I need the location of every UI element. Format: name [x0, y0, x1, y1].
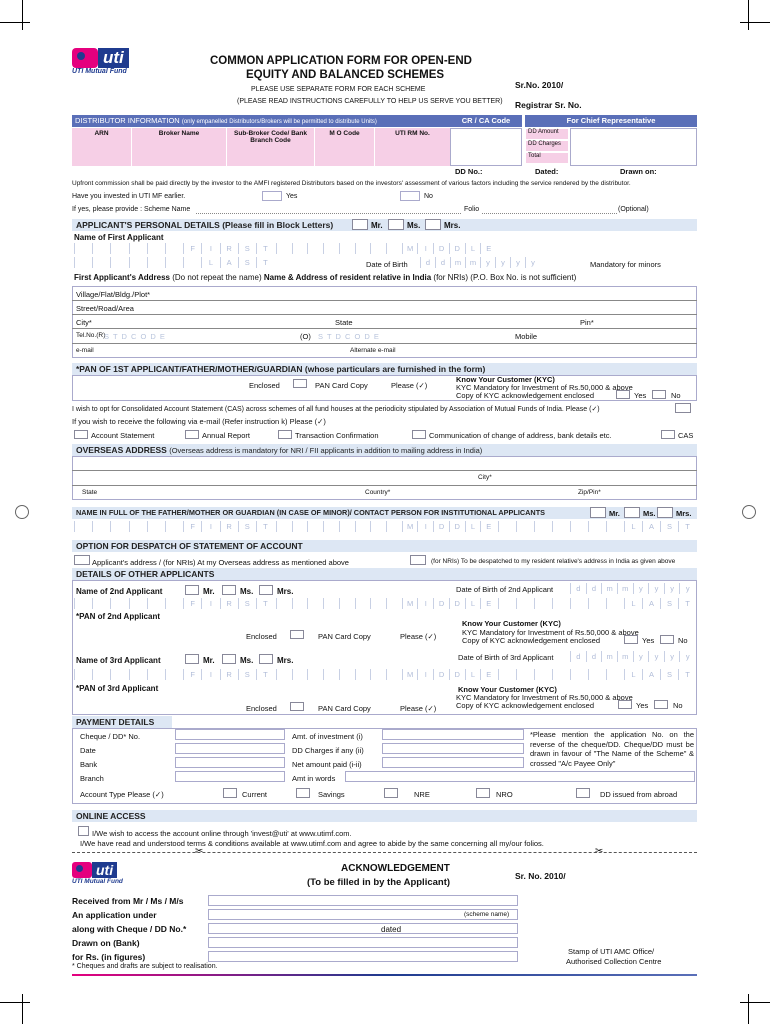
scheme-name-label: If yes, please provide : Scheme Name: [72, 206, 191, 213]
bank-label: Bank: [80, 760, 98, 769]
bottom-rule: [72, 974, 697, 976]
pan1-title: *PAN OF 1ST APPLICANT/FATHER/MOTHER/GUARDIAN (whose particulars are furnished in the form): [76, 364, 486, 374]
pan1-enclosed-box[interactable]: [293, 379, 307, 388]
guardian-last-cells[interactable]: L A S T: [498, 521, 696, 532]
mrs-box[interactable]: [425, 219, 441, 230]
kyc3-yes-box[interactable]: [618, 700, 632, 709]
email-receive-text: If you wish to receive the following via e-mail (Refer instruction k) Please (✓): [72, 417, 326, 426]
second-last-cells[interactable]: L A S T: [498, 598, 696, 609]
folio-label: Folio: [464, 206, 480, 213]
dob-label: Date of Birth: [366, 260, 408, 269]
third-applicant-name-label: Name of 3rd Applicant: [76, 656, 161, 665]
online-line-2: I/We have read and understood terms & conditions available at www.utimf.com and agree to abide by the same concerning all my/our folios.: [80, 839, 544, 848]
ack-stamp-2: Authorised Collection Centre: [566, 957, 662, 966]
chief-rep-field[interactable]: [570, 128, 697, 166]
dd-charges-pay-label: DD Charges if any (ii): [292, 746, 364, 755]
despatch-title: OPTION FOR DESPATCH OF STATEMENT OF ACCOUNT: [76, 541, 303, 551]
second-mr: Mr.: [203, 587, 215, 596]
invested-no-box[interactable]: [400, 191, 420, 201]
ack-stamp-1: Stamp of UTI AMC Office/: [568, 947, 655, 956]
dd-charges-field[interactable]: [382, 743, 524, 754]
kyc2-no-box[interactable]: [660, 635, 674, 644]
nre-box[interactable]: [384, 788, 398, 798]
mobile-label: Mobile: [515, 332, 538, 341]
sr-no: Sr.No. 2010/: [515, 80, 564, 90]
ack-title: ACKNOWLEDGEMENT: [341, 863, 450, 874]
read-instructions-note: (PLEASE READ INSTRUCTIONS CAREFULLY TO HELP US SERVE YOU BETTER): [237, 98, 503, 105]
current-box[interactable]: [223, 788, 237, 798]
pin-label: Pin*: [580, 318, 594, 327]
second-mrs: Mrs.: [277, 587, 294, 596]
ack-dated-label: dated: [381, 925, 402, 934]
guardian-ms: Ms.: [643, 509, 656, 518]
overseas-country: Country*: [365, 489, 391, 496]
second-ms: Ms.: [240, 587, 254, 596]
mandatory-minors-label: Mandatory for minors: [590, 260, 661, 269]
distributor-table: [72, 128, 450, 166]
last-name-cells[interactable]: L A S T: [74, 257, 274, 268]
second-applicant-name-label: Name of 2nd Applicant: [76, 587, 163, 596]
form-title-1: COMMON APPLICATION FORM FOR OPEN-END: [210, 55, 472, 67]
email-cas-box[interactable]: [661, 430, 675, 439]
ack-scheme-label: (scheme name): [464, 911, 510, 918]
logo-mark: [72, 48, 98, 68]
tel-label: Tel.No.(R): [76, 332, 106, 339]
uti-logo: [72, 48, 129, 75]
second-pan-label: *PAN of 2nd Applicant: [76, 612, 160, 621]
ack-logo-brand: uti: [92, 862, 117, 878]
chief-rep-header: For Chief Representative: [525, 115, 697, 127]
third-first-cells[interactable]: F I R S T: [74, 669, 274, 680]
other-applicants-title: DETAILS OF OTHER APPLICANTS: [76, 569, 215, 579]
third-dob-label: Date of Birth of 3rd Applicant: [458, 653, 554, 662]
other-applicants-header: [72, 568, 697, 580]
ack-rs-label: for Rs. (in figures): [72, 952, 146, 962]
logo-brand: uti: [98, 48, 129, 68]
online-checkbox[interactable]: [78, 826, 89, 836]
email-label: e-mail: [76, 347, 94, 354]
kyc1-title: Know Your Customer (KYC): [456, 375, 555, 384]
ack-received-field[interactable]: [208, 895, 518, 906]
third-mrs-box[interactable]: [259, 654, 273, 664]
kyc3-no-box[interactable]: [654, 700, 668, 709]
kyc3-copy: Copy of KYC acknowledgement enclosed: [456, 701, 594, 710]
third-mrs: Mrs.: [277, 656, 294, 665]
amt-inv-field[interactable]: [382, 729, 524, 740]
second-pan-enclosed: Enclosed: [246, 632, 277, 641]
branch-label: Branch: [80, 774, 104, 783]
col-uti-rm: UTI RM No.: [395, 130, 430, 137]
third-pan-please: Please (✓): [400, 704, 437, 713]
kyc2-mandatory: KYC Mandatory for Investment of Rs.50,000 & above: [462, 628, 639, 637]
ack-rs-field[interactable]: [208, 951, 518, 962]
branch-field[interactable]: [175, 771, 285, 782]
second-dob-label: Date of Birth of 2nd Applicant: [456, 585, 554, 594]
invested-yes-label: Yes: [286, 193, 298, 200]
cheque-label: Cheque / DD* No.: [80, 732, 141, 741]
kyc1-mandatory: KYC Mandatory for Investment of Rs.50,000 & above: [456, 383, 633, 392]
pan1-enclosed: Enclosed: [249, 381, 280, 390]
dd-amount-label: DD Amount: [526, 129, 568, 139]
online-header: [72, 810, 697, 822]
second-pan-card-copy: PAN Card Copy: [318, 632, 371, 641]
kyc2-title: Know Your Customer (KYC): [462, 619, 561, 628]
distributor-note: (only empanelled Distributors/Brokers will be permitted to distribute Units): [181, 119, 377, 125]
date-label: Date: [80, 746, 96, 755]
kyc1-copy: Copy of KYC acknowledgement enclosed: [456, 391, 594, 400]
applicant-details-header: [72, 219, 697, 231]
despatch-opt1-box[interactable]: [74, 555, 90, 565]
form-title-2: EQUITY AND BALANCED SCHEMES: [246, 69, 445, 81]
second-first-cells[interactable]: F I R S T: [74, 598, 274, 609]
ms-box[interactable]: [388, 219, 404, 230]
village-label: Village/Flat/Bldg./Plot*: [76, 290, 151, 299]
kyc3-mandatory: KYC Mandatory for Investment of Rs.50,000 & above: [456, 693, 633, 702]
scissor-icon-right: ✂: [595, 846, 604, 857]
overseas-header: [72, 444, 697, 456]
second-pan-enclosed-box[interactable]: [290, 630, 304, 639]
third-last-cells[interactable]: L A S T: [498, 669, 696, 680]
date-field[interactable]: [175, 743, 285, 754]
kyc3-yes: Yes: [636, 701, 649, 710]
kyc1-no-box[interactable]: [652, 390, 666, 399]
std-code-1[interactable]: S T D C O D E: [104, 332, 166, 341]
dd-charges-label: DD Charges: [526, 141, 568, 151]
applicant-details-title: APPLICANT'S PERSONAL DETAILS (Please fill in Block Letters): [76, 220, 334, 230]
third-dob-cells[interactable]: d d m m y y y y: [570, 651, 695, 662]
separate-form-note: PLEASE USE SEPARATE FORM FOR EACH SCHEME: [251, 86, 426, 93]
payment-title: PAYMENT DETAILS: [76, 717, 155, 727]
second-pan-please: Please (✓): [400, 632, 437, 641]
ack-logo-sub: UTI Mutual Fund: [72, 878, 123, 885]
third-pan-card-copy: PAN Card Copy: [318, 704, 371, 713]
distributor-title: DISTRIBUTOR INFORMATION: [75, 116, 180, 125]
account-type-label: Account Type Please (✓): [80, 790, 164, 799]
middle-name-cells[interactable]: M I D D L E: [276, 243, 496, 254]
dd-abroad-box[interactable]: [576, 788, 590, 798]
ack-srno: Sr. No. 2010/: [515, 871, 566, 881]
guardian-title: NAME IN FULL OF THE FATHER/MOTHER OR GUARDIAN (IN CASE OF MINOR)/ CONTACT PERSON FOR INSTITUTIONAL APPLICANTS: [76, 508, 546, 517]
dated-label: Dated:: [535, 167, 559, 176]
ack-cheque-label: along with Cheque / DD No.*: [72, 924, 187, 934]
nro-box[interactable]: [476, 788, 490, 798]
current-label: Current: [242, 790, 268, 799]
kyc1-yes: Yes: [634, 391, 647, 400]
overseas-state: State: [82, 489, 98, 496]
savings-label: Savings: [318, 790, 345, 799]
kyc3-no: No: [673, 701, 683, 710]
first-name-cells[interactable]: F I R S T: [74, 243, 274, 254]
third-middle-cells[interactable]: M I D D L E: [276, 669, 496, 680]
net-amount-field[interactable]: [382, 757, 524, 768]
mr-box[interactable]: [352, 219, 368, 230]
email-account-statement-box[interactable]: [74, 430, 88, 439]
net-amount-label: Net amount paid (i-ii): [292, 760, 362, 769]
despatch-opt2: (for NRIs) To be despatched to my resident relative's address in India as given above: [431, 558, 676, 565]
ack-logo: [72, 862, 123, 885]
ack-cheque-field[interactable]: [208, 923, 518, 934]
nro-label: NRO: [496, 790, 513, 799]
address-title: First Applicant's Address: [74, 273, 170, 282]
payment-header: [72, 716, 172, 728]
email-annual-report: Annual Report: [202, 431, 250, 440]
ack-logo-mark: [72, 862, 92, 878]
mrs-label: Mrs.: [444, 221, 461, 230]
pan1-please: Please (✓): [391, 381, 428, 390]
kyc2-copy: Copy of KYC acknowledgement enclosed: [462, 636, 600, 645]
third-mr-box[interactable]: [185, 654, 199, 664]
city-label: City*: [76, 318, 92, 327]
despatch-opt2-box[interactable]: [410, 555, 426, 565]
drawn-on-label: Drawn on:: [620, 167, 657, 176]
third-ms-box[interactable]: [222, 654, 236, 664]
third-ms: Ms.: [240, 656, 254, 665]
col-sub-broker: Sub-Broker Code/ Bank Branch Code: [227, 128, 315, 166]
bank-field[interactable]: [175, 757, 285, 768]
ack-drawn-field[interactable]: [208, 937, 518, 948]
second-ms-box[interactable]: [222, 585, 236, 595]
despatch-opt1: Applicant's address / (for NRIs) At my Overseas address as mentioned above: [92, 558, 349, 567]
col-mo-code: M O Code: [315, 128, 375, 166]
street-label: Street/Road/Area: [76, 304, 134, 313]
cr-ca-header: CR / CA Code: [450, 115, 522, 127]
col-arn: ARN: [72, 128, 132, 166]
overseas-city: City*: [478, 474, 492, 481]
online-line-1: I/We wish to access the account online through 'invest@uti' at www.utimf.com.: [92, 829, 352, 838]
address-heading: [74, 273, 576, 282]
email-annual-report-box[interactable]: [185, 430, 199, 439]
guardian-mr-box[interactable]: [590, 507, 606, 518]
second-mr-box[interactable]: [185, 585, 199, 595]
amt-words-label: Amt in words: [292, 774, 336, 783]
third-pan-enclosed: Enclosed: [246, 704, 277, 713]
third-pan-enclosed-box[interactable]: [290, 702, 304, 711]
pan1-card-copy: PAN Card Copy: [315, 381, 368, 390]
kyc1-yes-box[interactable]: [616, 390, 630, 399]
guardian-mrs-box[interactable]: [657, 507, 673, 518]
dd-no-label: DD No.:: [455, 167, 483, 176]
office-label: (O): [300, 332, 311, 341]
address-title-2: Name & Address of resident relative in India: [263, 273, 432, 282]
email-communication: Communication of change of address, bank details etc.: [429, 431, 612, 440]
cas-option-box[interactable]: [675, 403, 691, 413]
second-dob-cells[interactable]: d d m m y y y y: [570, 583, 695, 594]
payment-note: *Please mention the application No. on the reverse of the cheque/DD. Cheque/DD must be drawn in favour of "The Name of the Scheme" & crossed "A/c Payee Only": [530, 730, 694, 768]
ms-label: Ms.: [407, 221, 421, 230]
amt-words-field[interactable]: [345, 771, 695, 782]
std-code-2[interactable]: S T D C O D E: [318, 332, 380, 341]
guardian-middle-cells[interactable]: M I D D L E: [276, 521, 496, 532]
total-label: Total: [526, 153, 568, 163]
ack-received-label: Received from Mr / Ms / M/s: [72, 896, 184, 906]
pan1-header: [72, 363, 697, 375]
cheque-field[interactable]: [175, 729, 285, 740]
guardian-first-cells[interactable]: F I R S T: [74, 521, 274, 532]
amt-inv-label: Amt. of investment (i): [292, 732, 363, 741]
email-communication-box[interactable]: [412, 430, 426, 439]
mr-label: Mr.: [371, 221, 383, 230]
guardian-mr: Mr.: [609, 509, 620, 518]
second-middle-cells[interactable]: M I D D L E: [276, 598, 496, 609]
cr-ca-code-field[interactable]: [450, 128, 522, 166]
guardian-mrs: Mrs.: [676, 509, 692, 518]
nre-label: NRE: [414, 790, 430, 799]
invested-yes-box[interactable]: [262, 191, 282, 201]
despatch-header: [72, 540, 697, 552]
dd-abroad-label: DD issued from abroad: [600, 790, 678, 799]
upfront-commission-text: Upfront commission shall be paid directly by the investor to the AMFI registered Distributors based on the investors' assessment of various factors including the service rendered by the distributor.: [72, 180, 631, 187]
overseas-note: (Overseas address is mandatory for NRI / FII applicants in addition to mailing address in India): [169, 446, 483, 455]
ack-subtitle: (To be filled in by the Applicant): [307, 877, 451, 888]
first-applicant-name-label: Name of First Applicant: [74, 233, 164, 242]
kyc2-yes-box[interactable]: [624, 635, 638, 644]
alt-email-label: Alternate e-mail: [350, 347, 396, 354]
address-note-1: (Do not repeat the name): [172, 273, 262, 282]
invested-no-label: No: [424, 193, 433, 200]
email-transaction: Transaction Confirmation: [295, 431, 379, 440]
kyc2-no: No: [678, 636, 688, 645]
kyc1-no: No: [671, 391, 681, 400]
overseas-title: OVERSEAS ADDRESS: [76, 445, 167, 455]
registrar-sr-no: Registrar Sr. No.: [515, 100, 582, 110]
guardian-ms-box[interactable]: [624, 507, 640, 518]
online-title: ONLINE ACCESS: [76, 811, 146, 821]
optional-label: (Optional): [618, 206, 649, 213]
ack-drawn-label: Drawn on (Bank): [72, 938, 140, 948]
kyc3-title: Know Your Customer (KYC): [458, 685, 557, 694]
email-cas: CAS: [678, 431, 694, 440]
col-broker-name: Broker Name: [132, 128, 227, 166]
overseas-zip: Zip/Pin*: [578, 489, 601, 496]
cas-option-text: I wish to opt for Consolidated Account Statement (CAS) across schemes of all fund houses at the periodicity stipulated by Association of Mutual Funds of India. Please (✓): [72, 406, 600, 413]
kyc2-yes: Yes: [642, 636, 655, 645]
state-label: State: [335, 318, 353, 327]
third-pan-label: *PAN of 3rd Applicant: [76, 684, 159, 693]
email-account-statement: Account Statement: [91, 431, 155, 440]
invested-earlier-question: Have you invested in UTI MF earlier.: [72, 193, 186, 200]
savings-box[interactable]: [296, 788, 310, 798]
scissor-icon-left: ✂: [195, 846, 204, 857]
email-transaction-box[interactable]: [278, 430, 292, 439]
distributor-header: [72, 115, 450, 127]
second-mrs-box[interactable]: [259, 585, 273, 595]
logo-sub: UTI Mutual Fund: [72, 68, 127, 75]
ack-app-under-label: An application under: [72, 910, 157, 920]
dob-cells[interactable]: d d m m y y y y: [420, 257, 540, 268]
address-note-2: (for NRIs) (P.O. Box No. is not sufficient): [433, 273, 577, 282]
ack-footnote: * Cheques and drafts are subject to realisation.: [72, 963, 218, 970]
third-mr: Mr.: [203, 656, 215, 665]
